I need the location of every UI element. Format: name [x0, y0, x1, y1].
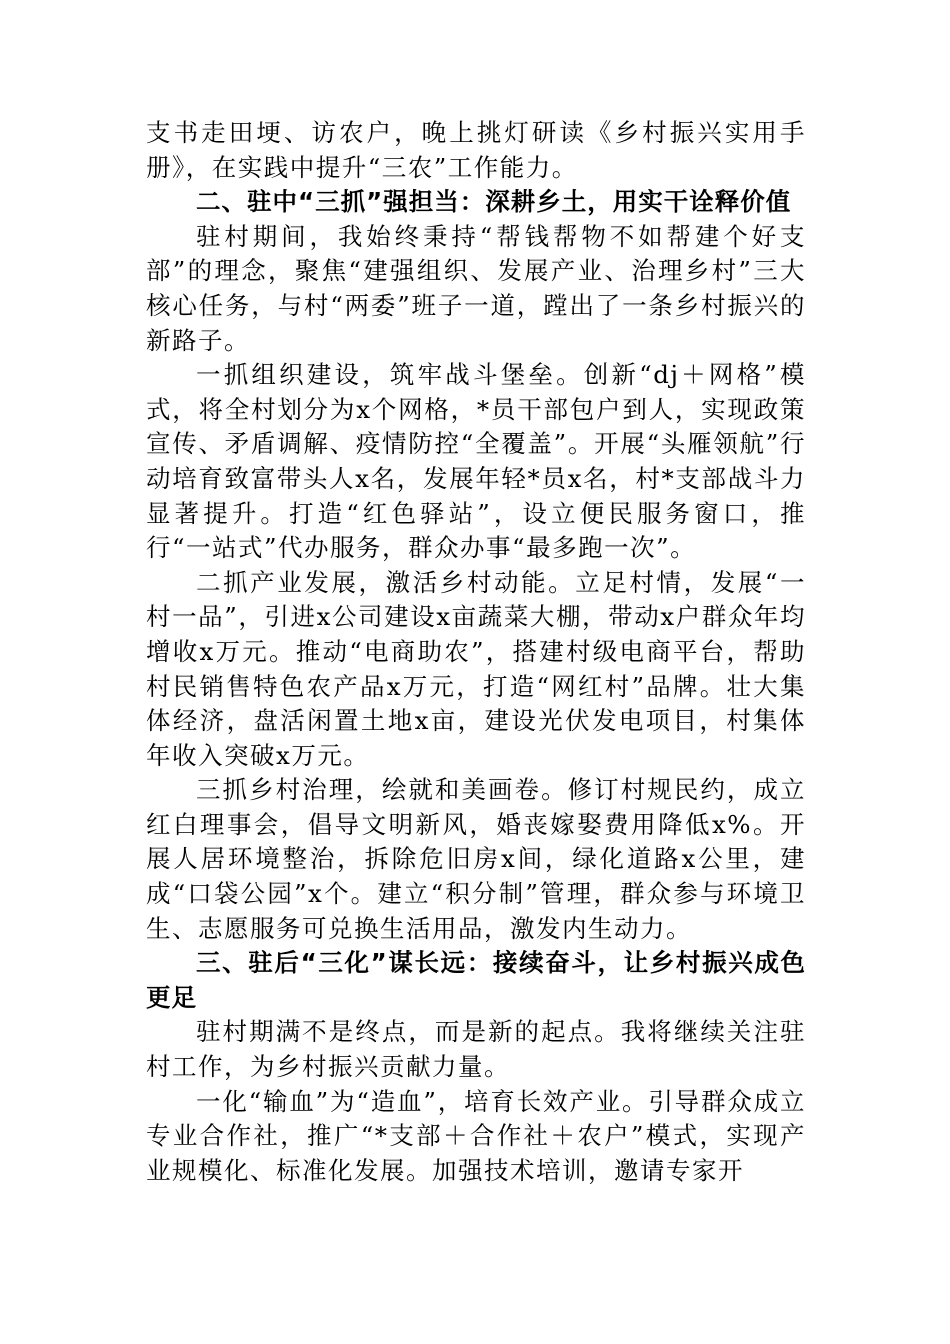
- body-paragraph: 一抓组织建设，筑牢战斗堡垒。创新“dj＋网格”模式，将全村划分为x个网格，*员干部包户到人，实现政策宣传、矛盾调解、疫情防控“全覆盖”。开展“头雁领航”行动培育致富带头人x名，发展年轻*员x名，村*支部战斗力显著提升。打造“红色驿站”，设立便民服务窗口，推行“一站式”代办服务，群众办事“最多跑一次”。: [146, 360, 806, 563]
- section-heading-2: 二、驻中“三抓”强担当：深耕乡土，用实干诠释价值: [196, 187, 792, 217]
- body-paragraph: 二抓产业发展，激活乡村动能。立足村情，发展“一村一品”，引进x公司建设x亩蔬菜大棚，带动x户群众年均增收x万元。推动“电商助农”，搭建村级电商平台，帮助村民销售特色农产品x万元，打造“网红村”品牌。壮大集体经济，盘活闲置土地x亩，建设光伏发电项目，村集体年收入突破x万元。: [146, 567, 806, 770]
- body-paragraph: 支书走田埂、访农户，晚上挑灯研读《乡村振兴实用手册》，在实践中提升“三农”工作能力。: [146, 118, 806, 182]
- section-heading-3: 三、驻后“三化”谋长远：接续奋斗，让乡村振兴成色更足: [146, 948, 806, 1012]
- body-paragraph: 驻村期间，我始终秉持“帮钱帮物不如帮建个好支部”的理念，聚焦“建强组织、发展产业、治理乡村”三大核心任务，与村“两委”班子一道，蹚出了一条乡村振兴的新路子。: [146, 221, 806, 355]
- document-page: [146, 116, 806, 1188]
- body-paragraph: 一化“输血”为“造血”，培育长效产业。引导群众成立专业合作社，推广“*支部＋合作社＋农户”模式，实现产业规模化、标准化发展。加强技术培训，邀请专家开: [146, 1086, 806, 1185]
- body-paragraph: 驻村期满不是终点，而是新的起点。我将继续关注驻村工作，为乡村振兴贡献力量。: [146, 1017, 806, 1082]
- body-paragraph: 三抓乡村治理，绘就和美画卷。修订村规民约，成立红白理事会，倡导文明新风，婚丧嫁娶费用降低x%。开展人居环境整治，拆除危旧房x间，绿化道路x公里，建成“口袋公园”x个。建立“积分制”管理，群众参与环境卫生、志愿服务可兑换生活用品，激发内生动力。: [146, 775, 806, 943]
